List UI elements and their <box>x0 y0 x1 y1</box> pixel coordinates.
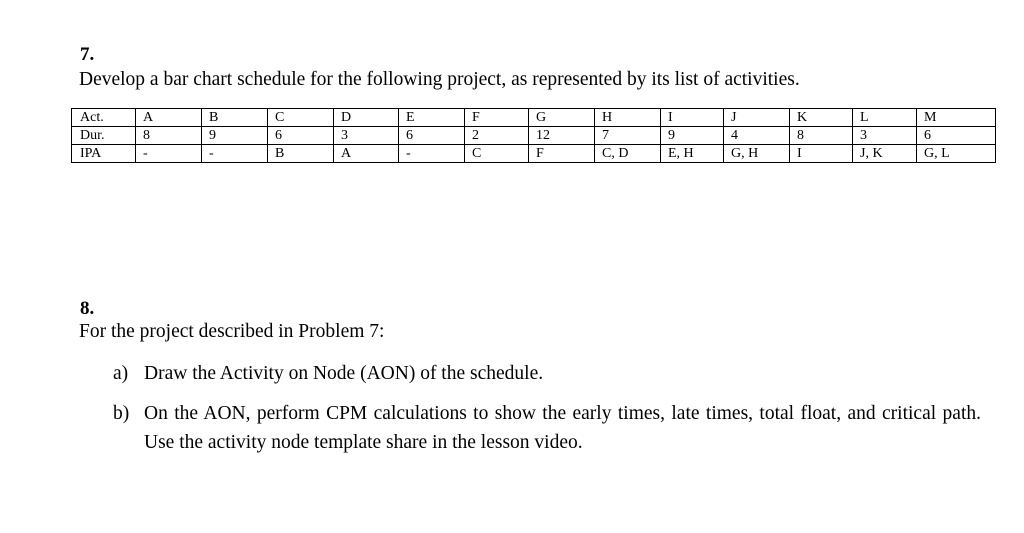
duration-cell: 7 <box>595 127 661 145</box>
activity-cell: A <box>136 109 202 127</box>
problem-8-number: 8. <box>80 298 95 319</box>
ipa-cell: E, H <box>661 145 724 163</box>
ipa-cell: - <box>202 145 268 163</box>
activity-cell: D <box>334 109 399 127</box>
ipa-cell: - <box>399 145 465 163</box>
activity-table <box>71 108 996 163</box>
duration-cell: 4 <box>724 127 790 145</box>
ipa-cell: A <box>334 145 399 163</box>
ipa-row <box>72 145 996 163</box>
row-label-ipa: IPA <box>72 145 136 163</box>
duration-cell: 8 <box>136 127 202 145</box>
duration-row <box>72 127 996 145</box>
duration-cell: 6 <box>399 127 465 145</box>
sub-question-b <box>113 399 981 457</box>
row-label-activity: Act. <box>72 109 136 127</box>
activity-cell: B <box>202 109 268 127</box>
activity-cell: G <box>529 109 595 127</box>
duration-cell: 6 <box>917 127 996 145</box>
problem-7-statement: Develop a bar chart schedule for the following project, as represented by its list of activities. <box>79 69 800 90</box>
duration-cell: 2 <box>465 127 529 145</box>
sub-question-b-text: On the AON, perform CPM calculations to show the early times, late times, total float, and critical path. Use the activity node template share in the lesson video. <box>144 403 981 453</box>
activity-cell: L <box>853 109 917 127</box>
duration-cell: 12 <box>529 127 595 145</box>
row-label-duration: Dur. <box>72 127 136 145</box>
problem-7-number: 7. <box>80 44 95 65</box>
duration-cell: 9 <box>661 127 724 145</box>
activity-cell: J <box>724 109 790 127</box>
sub-question-a <box>113 359 981 388</box>
duration-cell: 3 <box>334 127 399 145</box>
ipa-cell: F <box>529 145 595 163</box>
activity-cell: I <box>661 109 724 127</box>
ipa-cell: B <box>268 145 334 163</box>
ipa-cell: G, L <box>917 145 996 163</box>
ipa-cell: I <box>790 145 853 163</box>
ipa-cell: J, K <box>853 145 917 163</box>
duration-cell: 3 <box>853 127 917 145</box>
ipa-cell: C, D <box>595 145 661 163</box>
activity-cell: M <box>917 109 996 127</box>
duration-cell: 9 <box>202 127 268 145</box>
sub-question-a-text: Draw the Activity on Node (AON) of the schedule. <box>144 363 544 384</box>
duration-cell: 6 <box>268 127 334 145</box>
ipa-cell: G, H <box>724 145 790 163</box>
activity-cell: E <box>399 109 465 127</box>
activity-cell: F <box>465 109 529 127</box>
activity-row <box>72 109 996 127</box>
problem-8-statement: For the project described in Problem 7: <box>79 321 385 342</box>
sub-question-a-marker: a) <box>113 363 129 384</box>
ipa-cell: C <box>465 145 529 163</box>
duration-cell: 8 <box>790 127 853 145</box>
activity-cell: H <box>595 109 661 127</box>
ipa-cell: - <box>136 145 202 163</box>
activity-cell: K <box>790 109 853 127</box>
activity-cell: C <box>268 109 334 127</box>
sub-question-b-marker: b) <box>113 403 130 424</box>
